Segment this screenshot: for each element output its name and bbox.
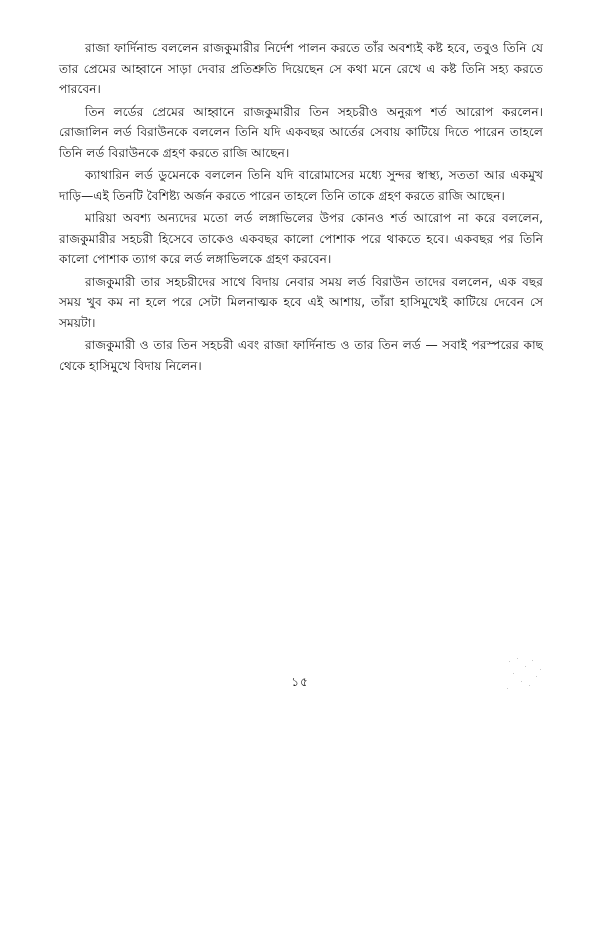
paragraph-4: মারিয়া অবশ্য অন্যদের মতো লর্ড লঙ্গাভিলের উপর কোনও শর্ত আরোপ না করে বললেন, রাজকুমারীর সহচরী হিসেবে তাকেও একবছর কালো পোশাক পরে থাকতে হবে। একবছর পর তিনি কালো পোশাক ত্যাগ করে লর্ড লঙ্গাভিলকে গ্রহণ করবেন।	[59, 211, 543, 266]
paragraph-6: রাজকুমারী ও তার তিন সহচরী এবং রাজা ফার্দিনান্ড ও তার তিন লর্ড — সবাই পরস্পরের কাছ থেকে হাসিমুখে বিদায় নিলেন।	[59, 338, 543, 373]
paragraph-5: রাজকুমারী তার সহচরীদের সাথে বিদায় নেবার সময় লর্ড বিরাউন তাদের বললেন, এক বছর সময় খুব কম না হলে পরে সেটা মিলনাত্মক হবে এই আশায়, তাঁরা হাসিমুখেই কাটিয়ে দেবেন সে সময়টা।	[59, 274, 543, 330]
scan-speckle	[505, 655, 545, 695]
page-number: ১৫	[291, 675, 309, 689]
body-text	[59, 38, 543, 378]
paragraph-3: ক্যাথারিন লর্ড ডুমেনকে বললেন তিনি যদি বারোমাসের মধ্যে সুন্দর স্বাস্থ্য, সততা আর একমুখ দাড়ি—এই তিনটি বৈশিষ্ট্য অর্জন করতে পারেন তাহলে তিনি তাকে গ্রহণ করতে রাজি আছেন।	[59, 168, 543, 203]
paragraph-1: রাজা ফার্দিনান্ড বললেন রাজকুমারীর নির্দেশ পালন করতে তাঁর অবশ্যই কষ্ট হবে, তবুও তিনি যে তার প্রেমের আহ্বানে সাড়া দেবার প্রতিশ্রুতি দিয়েছেন সে কথা মনে রেখে এ কষ্ট তিনি সহ্য করতে পারবেন।	[59, 41, 543, 96]
paragraph-2: তিন লর্ডের প্রেমের আহ্বানে রাজকুমারীর তিন সহচরীও অনুরূপ শর্ত আরোপ করলেন। রোজালিন লর্ড বিরাউনকে বললেন তিনি যদি একবছর আর্তের সেবায় কাটিয়ে দিতে পারেন তাহলে তিনি লর্ড বিরাউনকে গ্রহণ করতে রাজি আছেন।	[59, 104, 543, 160]
